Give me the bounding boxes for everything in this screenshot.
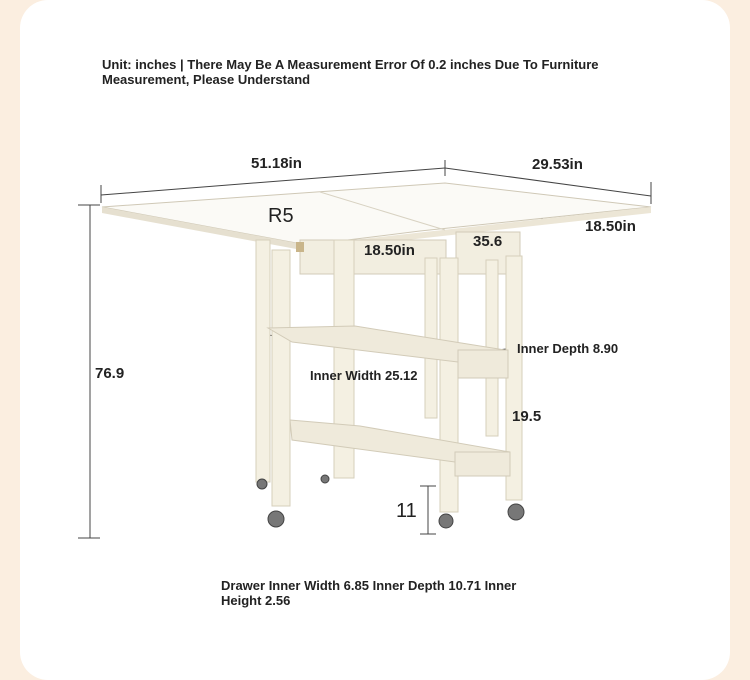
center-label: 35.6 xyxy=(473,233,503,250)
height-label: 76.9 xyxy=(95,365,125,382)
inner-width-label: Inner Width 25.12 xyxy=(310,368,418,383)
shelves xyxy=(268,326,510,476)
drawer-note: Drawer Inner Width 6.85 Inner Depth 10.71 Inner Height 2.56 xyxy=(221,578,517,608)
width-label: 29.53in xyxy=(532,156,583,173)
hinge-icon xyxy=(296,242,304,252)
unit-note: Unit: inches | There May Be A Measurement Error Of 0.2 inches Due To Furniture Measurement, Please Understand xyxy=(102,57,599,87)
shelf-height-label: 19.5 xyxy=(512,408,542,425)
leaf-right-label: 18.50in xyxy=(585,218,636,235)
length-label: 51.18in xyxy=(251,155,302,172)
inner-depth-label: Inner Depth 8.90 xyxy=(517,341,619,356)
radius-label: R5 xyxy=(268,205,294,227)
casters xyxy=(257,475,524,528)
floor-clearance-label: 11 xyxy=(396,500,417,522)
leaf-left-label: 18.50in xyxy=(364,242,415,259)
